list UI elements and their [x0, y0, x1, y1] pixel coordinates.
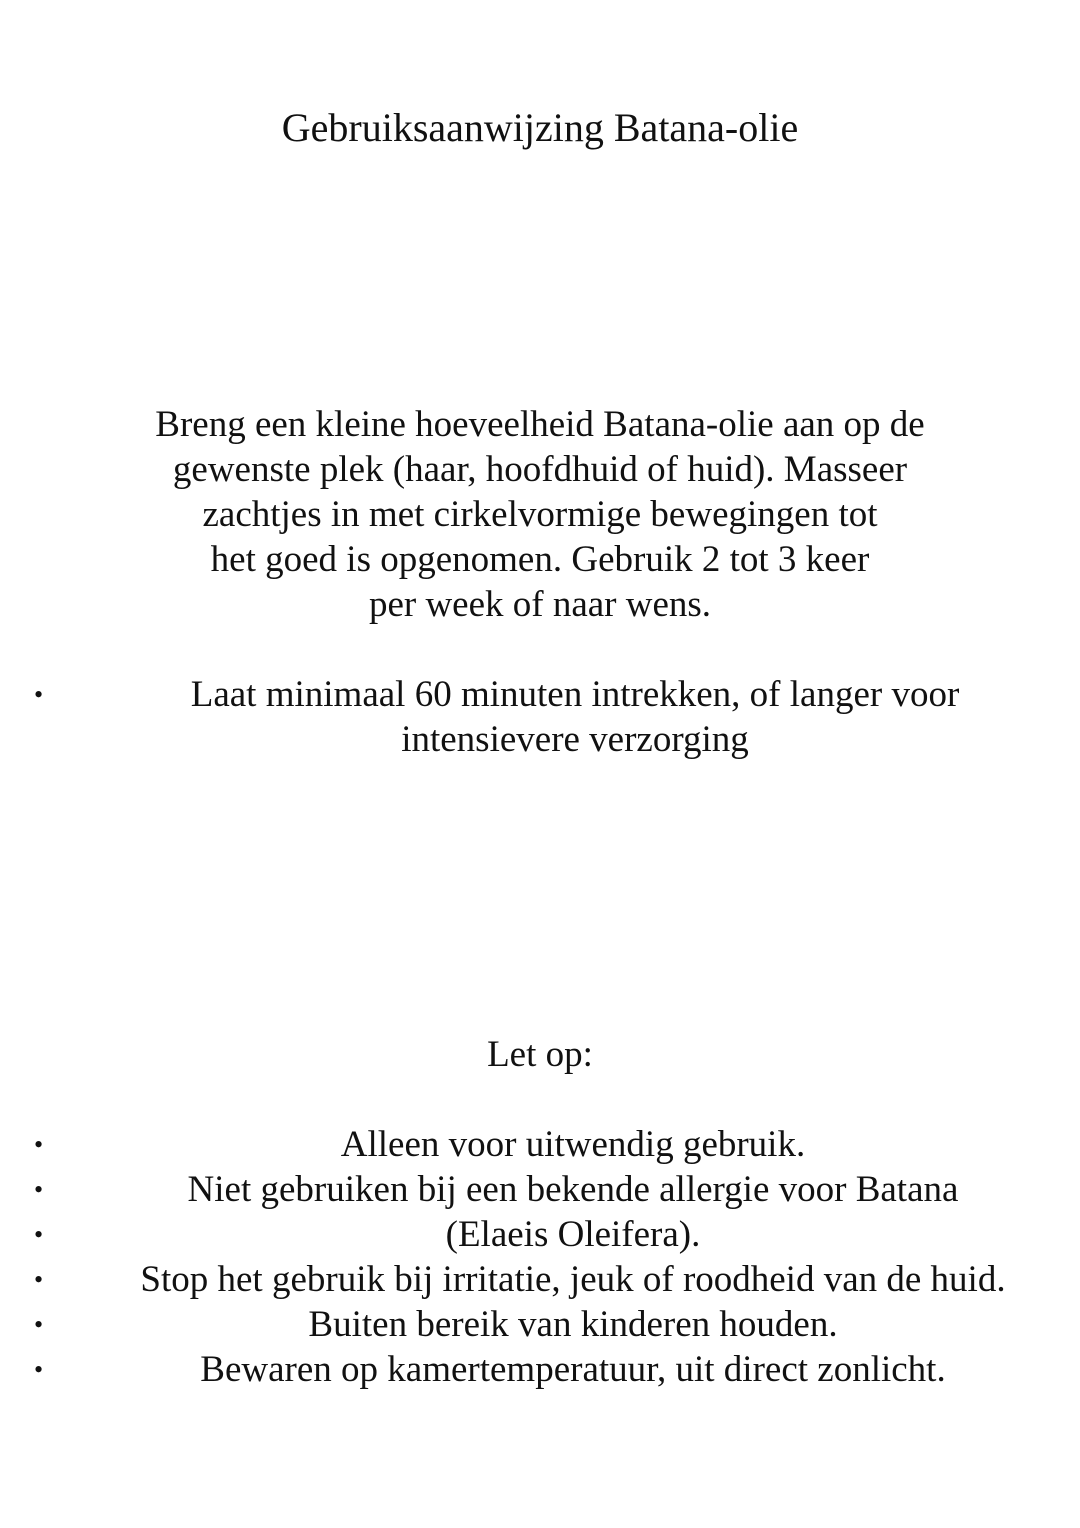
list-item: [0, 1257, 1080, 1302]
warning-text: Alleen voor uitwendig gebruik.: [340, 1124, 806, 1165]
intro-line: Breng een kleine hoeveelheid Batana-olie aan op de: [155, 404, 925, 445]
warning-text: (Elaeis Oleifera).: [445, 1214, 701, 1255]
list-item: [0, 1212, 1080, 1257]
bullet-icon: •: [34, 1310, 44, 1339]
intro-line: gewenste plek (haar, hoofdhuid of huid). Masseer: [172, 449, 908, 490]
intro-line: zachtjes in met cirkelvormige bewegingen tot: [202, 494, 878, 535]
list-item: [0, 1122, 1080, 1167]
warning-text: Bewaren op kamertemperatuur, uit direct zonlicht.: [200, 1349, 946, 1390]
bullet-icon: •: [34, 1175, 44, 1204]
list-item: [0, 1302, 1080, 1347]
warning-list: [0, 1122, 1080, 1392]
bullet-icon: •: [34, 1130, 44, 1159]
intro-line: per week of naar wens.: [368, 584, 712, 625]
bullet-icon: •: [34, 1220, 44, 1249]
intro-paragraph: [0, 402, 1080, 627]
bullet-icon: •: [34, 1265, 44, 1294]
warning-text: Stop het gebruik bij irritatie, jeuk of roodheid van de huid.: [140, 1259, 1006, 1300]
list-item: [0, 1347, 1080, 1392]
tip-line: Laat minimaal 60 minuten intrekken, of langer voor: [190, 674, 960, 715]
warning-text: Buiten bereik van kinderen houden.: [308, 1304, 838, 1345]
tip-line: intensievere verzorging: [401, 719, 749, 760]
notice-heading: Let op:: [487, 1034, 593, 1075]
tip-text: [120, 672, 1030, 762]
page-title: Gebruiksaanwijzing Batana-olie: [281, 105, 799, 150]
intro-line: het goed is opgenomen. Gebruik 2 tot 3 keer: [210, 539, 870, 580]
bullet-icon: •: [34, 680, 44, 709]
warning-text: Niet gebruiken bij een bekende allergie voor Batana: [187, 1169, 959, 1210]
list-item: [0, 1167, 1080, 1212]
bullet-icon: •: [34, 1355, 44, 1384]
